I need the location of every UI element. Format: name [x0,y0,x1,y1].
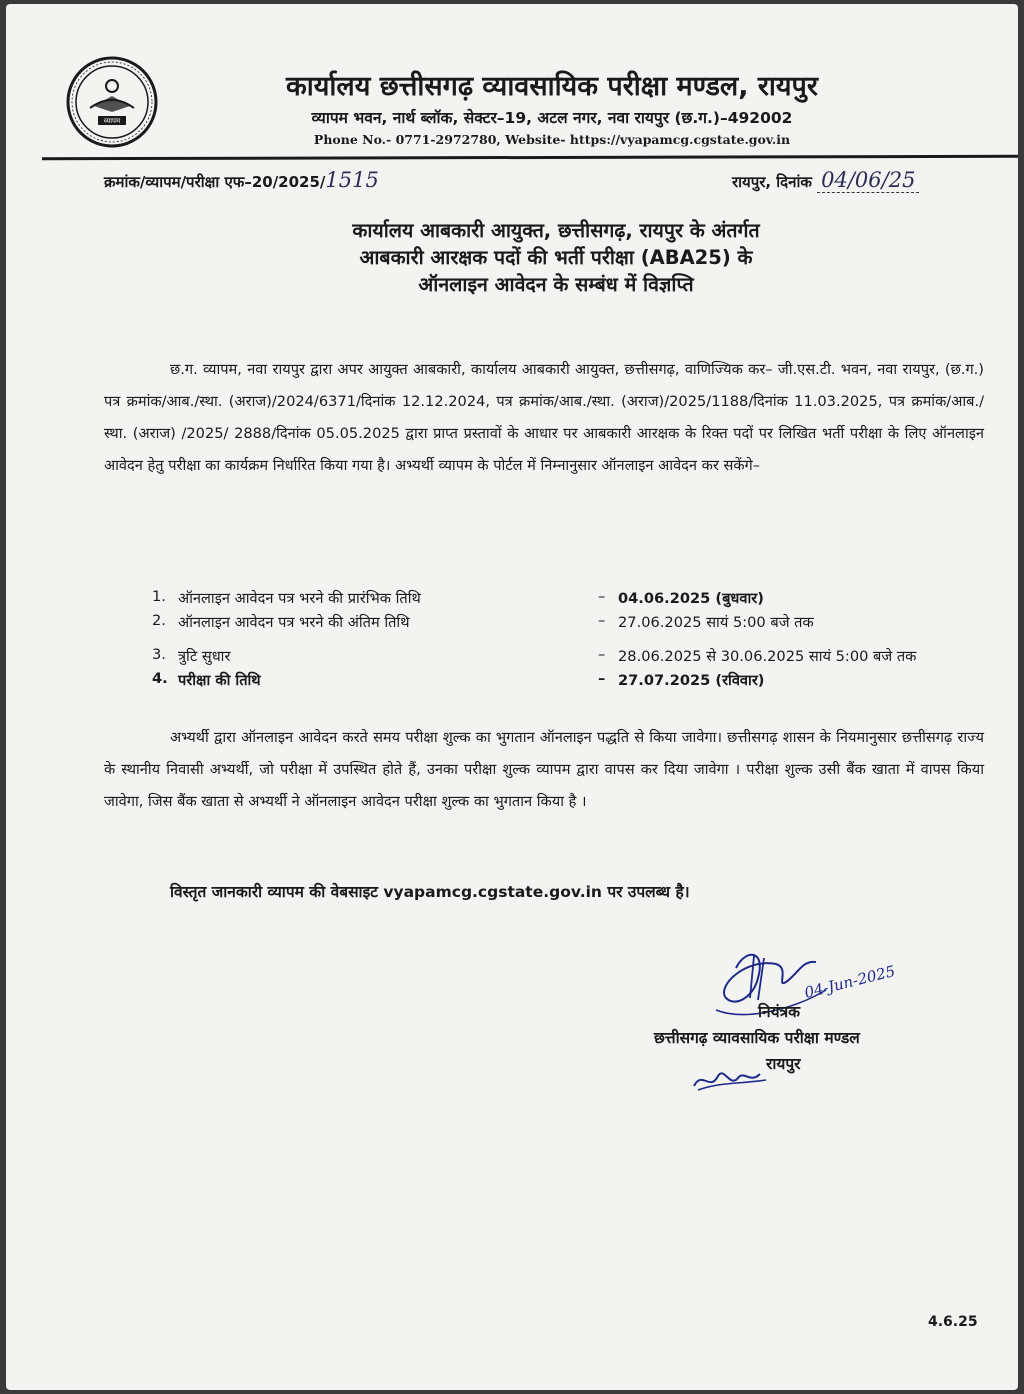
subject-line: आबकारी आरक्षक पदों की भर्ती परीक्षा (ABA25) के [359,245,753,269]
reference-handwritten-number: 1515 [325,168,379,192]
org-address: व्यापम भवन, नार्थ ब्लॉक, सेक्टर–19, अटल नगर, नवा रायपुर (छ.ग.)–492002 [311,109,793,127]
body-paragraph-intro: छ.ग. व्यापम, नवा रायपुर द्वारा अपर आयुक्त आबकारी, कार्यालय आबकारी आयुक्त, छत्तीसगढ़, वाणिज्यिक कर– जी.एस.टी. भवन, नवा रायपुर, (छ.ग.) पत्र क्रमांक/आब./स्था. (अराज)/2024/6371/दिनांक 12.12.2024, पत्र क्रमांक/आब./स्था. (अराज)/2025/1188/दिनांक 11.03.2025, पत्र क्रमांक/आब./स्था. (अराज) /2025/ 2888/दिनांक 05.05.2025 द्वारा प्राप्त प्रस्तावों के आधार पर आबकारी आरक्षक के रिक्त पदों पर लिखित भर्ती परीक्षा के लिए ऑनलाइन आवेदन हेतु परीक्षा का कार्यक्रम निर्धारित किया गया है। अभ्यर्थी व्यापम के पोर्टल में निम्नानुसार ऑनलाइन आवेदन कर सकेंगे– [104,361,985,474]
notice-page [6,4,1018,1390]
subject-line: कार्यालय आबकारी आयुक्त, छत्तीसगढ़, रायपुर के अंतर्गत [352,219,760,242]
schedule-value: 27.06.2025 सायं 5:00 बजे तक [618,614,814,631]
footer-date-note: 4.6.25 [928,1314,978,1330]
org-name: कार्यालय छत्तीसगढ़ व्यावसायिक परीक्षा मण्डल, रायपुर [286,71,818,102]
body-paragraph-website: विस्तृत जानकारी व्यापम की वेबसाइट vyapamcg.cgstate.gov.in पर उपलब्ध है। [170,883,690,901]
schedule-value: 04.06.2025 (बुधवार) [618,590,764,607]
schedule-row [152,588,992,612]
schedule-dash: – [598,670,606,687]
schedule-row [152,646,992,670]
logo-text: व्यापम [103,117,121,125]
schedule-dash: – [598,612,606,629]
schedule-number: 4. [152,670,168,687]
vyapam-emblem-icon [66,56,158,148]
schedule-dash: – [598,646,606,663]
schedule-label: परीक्षा की तिथि [178,672,261,689]
initials-signature [690,1062,770,1096]
reference-date [732,168,919,192]
header-divider [42,155,1018,161]
signatory-organization: छत्तीसगढ़ व्यावसायिक परीक्षा मण्डल [654,1029,860,1047]
schedule-label: ऑनलाइन आवेदन पत्र भरने की अंतिम तिथि [178,614,410,631]
signatory-title: नियंत्रक [758,1003,801,1021]
date-handwritten: 04/06/25 [817,168,919,193]
notice-subject [206,218,906,299]
controller-signature [706,938,926,1028]
signatory-city: रायपुर [766,1055,801,1073]
schedule-number: 1. [152,588,166,605]
schedule-dash: – [598,588,606,605]
body-paragraph-fee: अभ्यर्थी द्वारा ऑनलाइन आवेदन करते समय परीक्षा शुल्क का भुगतान ऑनलाइन पद्धति से किया जावेगा। छत्तीसगढ़ शासन के नियमानुसार छत्तीसगढ़ राज्य के स्थानीय निवासी अभ्यर्थी, जो परीक्षा में उपस्थित होते हैं, उनका परीक्षा शुल्क व्यापम द्वारा वापस कर दिया जावेगा । परीक्षा शुल्क उसी बैंक खाता में वापस किया जावेगा, जिस बैंक खाता से अभ्यर्थी ने ऑनलाइन आवेदन परीक्षा शुल्क का भुगतान किया है । [104,729,984,810]
schedule-label: ऑनलाइन आवेदन पत्र भरने की प्रारंभिक तिथि [178,590,421,607]
schedule-label: त्रुटि सुधार [178,648,231,665]
schedule-value: 27.07.2025 (रविवार) [618,672,765,689]
schedule-number: 2. [152,612,166,629]
date-label: रायपुर, दिनांक [732,173,812,191]
schedule-list [152,588,992,694]
org-contact: Phone No.- 0771-2972780, Website- https://vyapamcg.cgstate.gov.in [313,132,791,147]
schedule-row [152,670,992,694]
signature-date: 04-Jun-2025 [802,961,897,1002]
schedule-row [152,612,992,636]
reference-number [104,168,379,192]
schedule-number: 3. [152,646,166,663]
schedule-value: 28.06.2025 से 30.06.2025 सायं 5:00 बजे तक [618,648,917,665]
subject-line: ऑनलाइन आवेदन के सम्बंध में विज्ञप्ति [418,272,694,296]
reference-label: क्रमांक/व्यापम/परीक्षा एफ–20/2025/ [104,173,326,191]
